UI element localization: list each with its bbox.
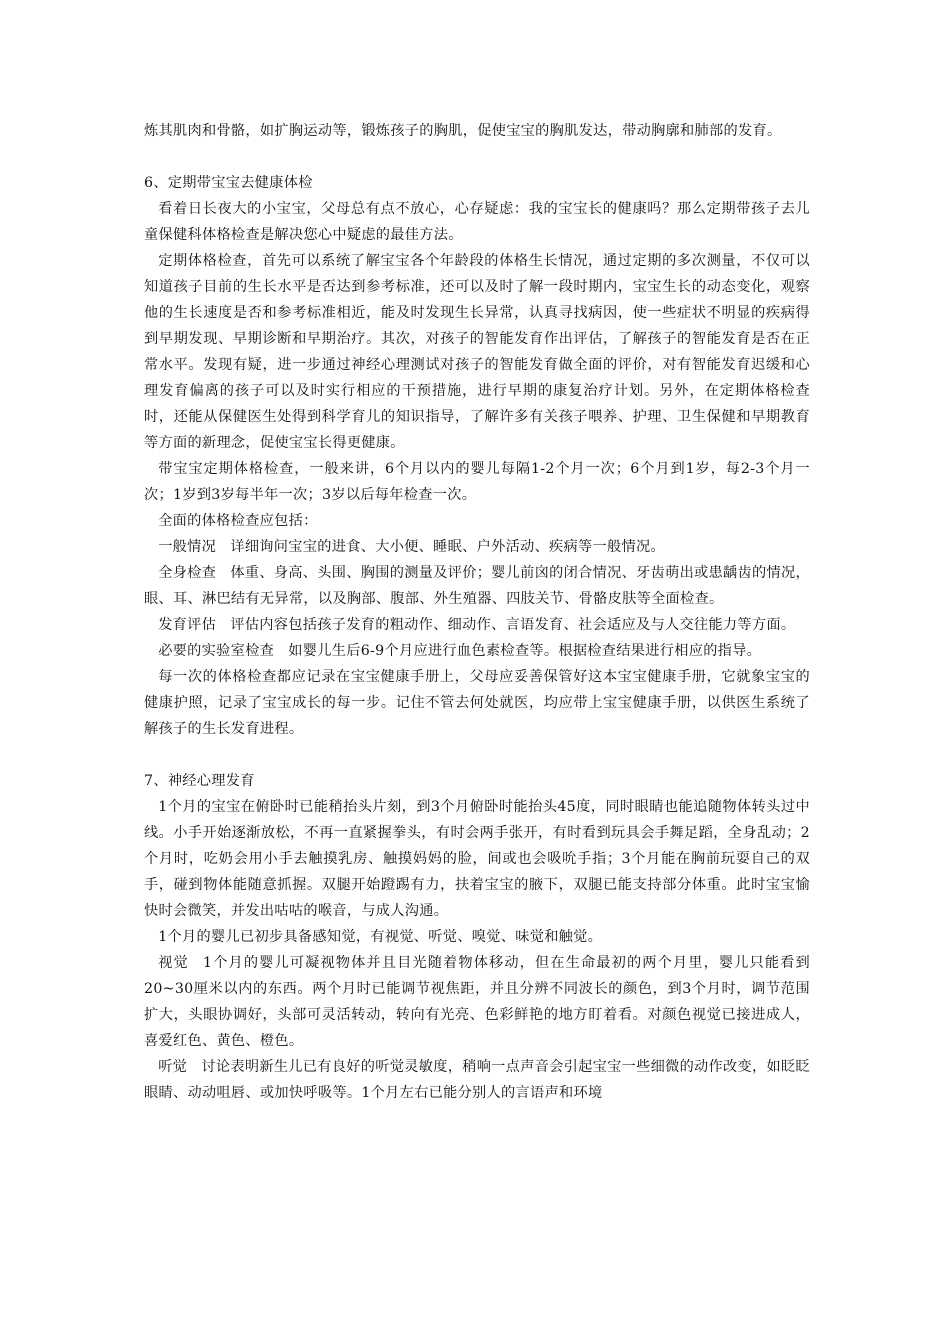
checkup-item-term: 发育评估 (158, 617, 217, 633)
sense-item (144, 1054, 810, 1106)
checkup-item-term: 全身检查 (158, 565, 217, 581)
section-6-heading: 6、定期带宝宝去健康体检 (144, 175, 313, 191)
sense-item (144, 950, 810, 1054)
section-6-paragraph: 定期体格检查，首先可以系统了解宝宝各个年龄段的体格生长情况，通过定期的多次测量，不仅可以知道孩子目前的生长水平是否达到参考标准，还可以及时了解一段时期内，宝宝生长的动态变化，观察他的生长速度是否和参考标准相近，能及时发现生长异常，认真寻找病因，使一些症状不明显的疾病得到早期发现、早期诊断和早期治疗。其次，对孩子的智能发育作出评估，了解孩子的智能发育是否在正常水平。发现有疑，进一步通过神经心理测试对孩子的智能发育做全面的评价，对有智能发育迟缓和心理发育偏离的孩子可以及时实行相应的干预措施，进行早期的康复治疗计划。另外，在定期体格检查时，还能从保健医生处得到科学育儿的知识指导，了解许多有关孩子喂养、护理、卫生保健和早期教育等方面的新理念，促使宝宝长得更健康。 (144, 253, 810, 451)
section-6-paragraph: 带宝宝定期体格检查，一般来讲，6个月以内的婴儿每隔1-2个月一次；6个月到1岁，每2-3个月一次；1岁到3岁每半年一次；3岁以后每年检查一次。 (144, 461, 810, 503)
checkup-item (144, 560, 810, 612)
sense-item-term: 视觉 (158, 955, 189, 971)
checkup-item-text: 评估内容包括孩子发育的粗动作、细动作、言语发育、社会适应及与人交往能力等方面。 (230, 617, 796, 633)
sense-item-text: 1个月的婴儿可凝视物体并且目光随着物体移动，但在生命最初的两个月里，婴儿只能看到20~30厘米以内的东西。两个月时已能调节视焦距，并且分辨不同波长的颜色，到3个月时，调节范围扩大，头眼协调好，头部可灵活转动，转向有光亮、色彩鲜艳的地方盯着看。对颜色视觉已接进成人，喜爱红色、黄色、橙色。 (144, 955, 810, 1049)
spacer (144, 144, 810, 170)
section-6-paragraph: 看着日长夜大的小宝宝，父母总有点不放心，心存疑虑：我的宝宝长的健康吗？那么定期带孩子去儿童保健科体格检查是解决您心中疑虑的最佳方法。 (144, 201, 810, 243)
checkup-item (144, 638, 810, 664)
checkup-item (144, 612, 810, 638)
checkup-item-term: 必要的实验室检查 (158, 643, 275, 659)
section-7-paragraph: 1个月的宝宝在俯卧时已能稍抬头片刻，到3个月俯卧时能抬头45度，同时眼睛也能追随物体转头过中线。小手开始逐渐放松，不再一直紧握拳头，有时会两手张开，有时看到玩具会手舞足蹈，全身乱动；2个月时，吃奶会用小手去触摸乳房、触摸妈妈的脸，间或也会吸吮手指；3个月能在胸前玩耍自己的双手，碰到物体能随意抓握。双腿开始蹬踢有力，扶着宝宝的腋下，双腿已能支持部分体重。此时宝宝愉快时会微笑，并发出咕咕的喉音，与成人沟通。 (144, 799, 810, 919)
spacer (144, 742, 810, 768)
document-page (144, 118, 810, 1106)
intro-paragraph: 炼其肌肉和骨骼，如扩胸运动等，锻炼孩子的胸肌，促使宝宝的胸肌发达，带动胸廓和肺部的发育。 (144, 123, 782, 139)
section-7-heading: 7、神经心理发育 (144, 773, 255, 789)
sense-item-text: 讨论表明新生儿已有良好的听觉灵敏度，稍响一点声音会引起宝宝一些细微的动作改变，如眨眨眼睛、动动咀唇、或加快呼吸等。1个月左右已能分别人的言语声和环境 (144, 1059, 810, 1101)
section-7-paragraph: 1个月的婴儿已初步具备感知觉，有视觉、听觉、嗅觉、味觉和触觉。 (158, 929, 603, 945)
section-6-paragraph: 全面的体格检查应包括： (158, 513, 318, 529)
checkup-item (144, 534, 810, 560)
checkup-item-term: 一般情况 (158, 539, 217, 555)
sense-item-term: 听觉 (158, 1059, 188, 1075)
section-6-closing: 每一次的体格检查都应记录在宝宝健康手册上，父母应妥善保管好这本宝宝健康手册，它就象宝宝的健康护照，记录了宝宝成长的每一步。记住不管去何处就医，均应带上宝宝健康手册，以供医生系统了解孩子的生长发育进程。 (144, 669, 810, 737)
checkup-item-text: 详细询问宝宝的进食、大小便、睡眠、户外活动、疾病等一般情况。 (230, 539, 665, 555)
checkup-item-text: 如婴儿生后6-9个月应进行血色素检查等。根据检查结果进行相应的指导。 (288, 643, 762, 659)
checkup-item-text: 体重、身高、头围、胸围的测量及评价；婴儿前囟的闭合情况、牙齿萌出或患龋齿的情况，眼、耳、淋巴结有无异常，以及胸部、腹部、外生殖器、四肢关节、骨骼皮肤等全面检查。 (144, 565, 810, 607)
